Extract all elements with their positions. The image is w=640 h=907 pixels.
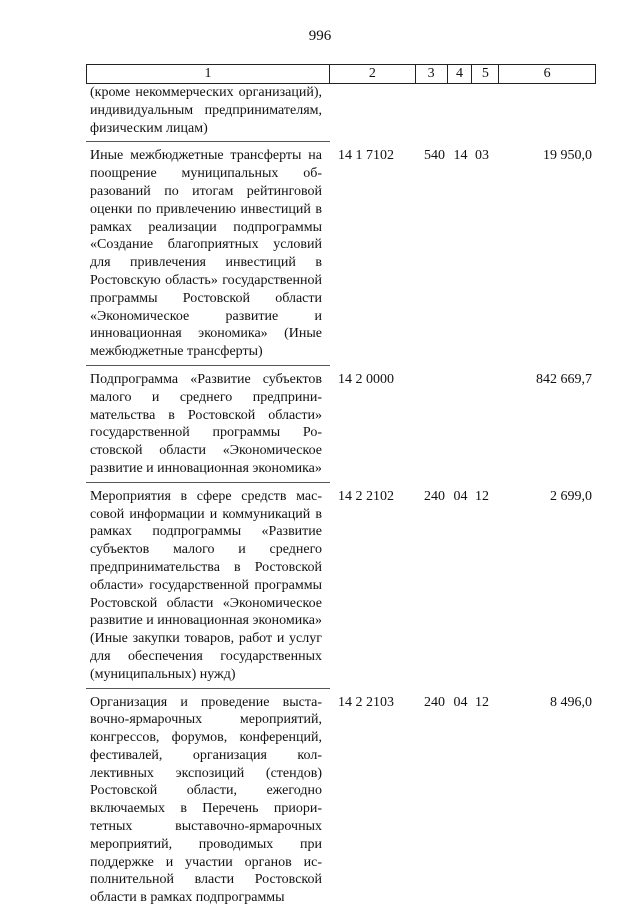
table-row [86, 694, 596, 907]
row-amount: 842 669,7 [500, 371, 596, 478]
row-description: Мероприятия в сфере средств массовой информации и коммуникаций в рамках подпрограммы «Развитие субъектов малого и среднего предпринимательства в Ростовской области» государственной программы Ростовской области «Экономическое развитие и инновационная экономика» (Иные закупки товаров, работ и услуг для обеспечения государственных (муниципальных) нужд) [86, 488, 330, 684]
row-section [448, 84, 473, 137]
header-col-1: 1 [87, 65, 330, 83]
row-subsection [473, 84, 500, 137]
row-amount [500, 84, 596, 137]
row-target-code [330, 84, 416, 137]
row-target-code: 14 2 0000 [330, 371, 416, 478]
row-subsection: 12 [473, 488, 500, 684]
row-amount: 8 496,0 [500, 694, 596, 907]
row-section: 14 [448, 147, 473, 361]
row-description: (кроме некоммерческих организаций), индивидуальным предпринимателям, физическим лицам) [86, 84, 330, 137]
page-number: 996 [0, 28, 640, 45]
row-expense-type: 240 [416, 694, 448, 907]
row-divider [86, 482, 330, 483]
row-expense-type: 540 [416, 147, 448, 361]
row-divider [86, 365, 330, 366]
row-subsection [473, 371, 500, 478]
header-col-4: 4 [448, 65, 473, 83]
row-description: Иные межбюджетные трансферты на поощрение муниципальных образований по итогам рейтинговой оценки по привлечению инвестиций в рамках реализации подпрограммы «Создание благоприятных условий для привлечения инвестиций в Ростовскую область» государственной программы Ростовской области «Экономическое развитие и инновационная экономика» (Иные межбюджетные трансферты) [86, 147, 330, 361]
table-header [86, 64, 596, 84]
header-col-3: 3 [416, 65, 448, 83]
header-col-2: 2 [330, 65, 416, 83]
table-body [86, 84, 596, 907]
row-subsection: 03 [473, 147, 500, 361]
table-row [86, 488, 596, 684]
row-expense-type: 240 [416, 488, 448, 684]
row-section [448, 371, 473, 478]
header-col-6: 6 [499, 65, 595, 83]
row-expense-type [416, 84, 448, 137]
row-target-code: 14 1 7102 [330, 147, 416, 361]
row-divider [86, 688, 330, 689]
row-amount: 19 950,0 [500, 147, 596, 361]
row-subsection: 12 [473, 694, 500, 907]
row-description: Подпрограмма «Развитие субъектов малого и среднего предпринимательства в Ростовской области» государственной программы Ростовской области «Экономическое развитие и инновационная экономика» [86, 371, 330, 478]
row-description: Организация и проведение выставочно-ярмарочных мероприятий, конгрессов, форумов, конференций, фестивалей, организация коллективных экспозиций (стендов) Ростовской области, ежегодно включаемых в Перечень приоритетных выставочно-ярмарочных мероприятий, проводимых при поддержке и участии органов исполнительной власти Ростовской области в рамках подпрограммы [86, 694, 330, 907]
table-row [86, 371, 596, 478]
row-section: 04 [448, 488, 473, 684]
row-divider [86, 141, 330, 142]
row-target-code: 14 2 2102 [330, 488, 416, 684]
table-row [86, 84, 596, 137]
header-col-5: 5 [472, 65, 499, 83]
row-amount: 2 699,0 [500, 488, 596, 684]
row-target-code: 14 2 2103 [330, 694, 416, 907]
table-row [86, 147, 596, 361]
row-section: 04 [448, 694, 473, 907]
row-expense-type [416, 371, 448, 478]
